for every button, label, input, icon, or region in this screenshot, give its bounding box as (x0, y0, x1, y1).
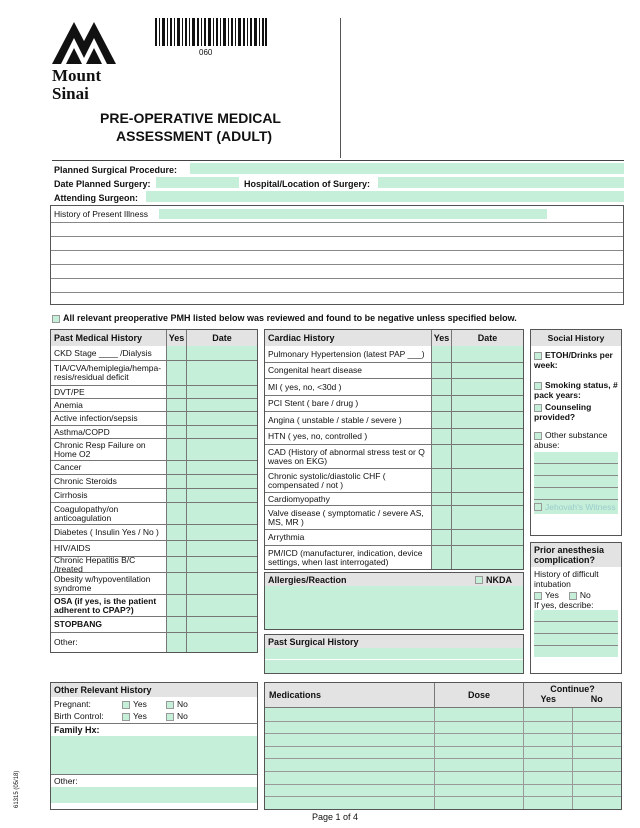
birth-control-label: Birth Control: (54, 711, 104, 721)
barcode-number: 060 (199, 48, 213, 57)
medication-dose-field[interactable] (434, 797, 523, 809)
nkda-checkbox[interactable] (475, 576, 483, 584)
medication-continue-yes-field[interactable] (523, 708, 572, 721)
medication-name-field[interactable] (265, 747, 434, 759)
medication-continue-yes-field[interactable] (523, 734, 572, 746)
other-relevant-header: Other Relevant History (54, 685, 152, 695)
cardiac-row (265, 378, 523, 395)
pmh-date-field[interactable] (186, 489, 257, 502)
pmh-yes-field[interactable] (166, 525, 186, 540)
pmh-yes-field[interactable] (166, 399, 186, 411)
pmh-statement-text: All relevant preoperative PMH listed below was reviewed and found to be negative unless specified below. (63, 313, 517, 323)
pmh-date-field[interactable] (186, 461, 257, 474)
medication-continue-no-field[interactable] (572, 708, 621, 721)
jehovah-checkbox[interactable] (534, 503, 542, 511)
pmh-yes-field[interactable] (166, 573, 186, 594)
pmh-date-field[interactable] (186, 573, 257, 594)
pmh-yes-field[interactable] (166, 386, 186, 398)
pmh-row (51, 346, 257, 360)
social-history-header: Social History (547, 333, 605, 343)
cardiac-row (265, 346, 523, 362)
cardiac-yes-field[interactable] (431, 412, 451, 428)
medication-continue-yes-field[interactable] (523, 772, 572, 784)
cardiac-row (265, 428, 523, 444)
pmh-row (51, 488, 257, 502)
pmh-date-field[interactable] (186, 426, 257, 438)
pmh-row (51, 411, 257, 425)
medication-name-field[interactable] (265, 772, 434, 784)
medication-continue-yes-field[interactable] (523, 797, 572, 809)
form-title-line1: PRE-OPERATIVE MEDICAL (100, 110, 281, 126)
allergies-header: Allergies/Reaction (268, 574, 347, 585)
cardiac-yes-field[interactable] (431, 379, 451, 395)
pmh-date-field[interactable] (186, 361, 257, 385)
pmh-yes-field[interactable] (166, 346, 186, 360)
smoking-label: Smoking status, # pack years: (534, 380, 618, 400)
cardiac-row (265, 444, 523, 468)
past-surgical-header: Past Surgical History (268, 636, 359, 647)
medication-row (265, 733, 621, 746)
pmh-row (51, 460, 257, 474)
medication-continue-no-field[interactable] (572, 797, 621, 809)
pmh-header: Past Medical History (54, 332, 143, 343)
pmh-item-label: Other: (54, 637, 78, 647)
medication-name-field[interactable] (265, 734, 434, 746)
pmh-date-field[interactable] (186, 525, 257, 540)
describe-field-2[interactable] (534, 622, 618, 634)
describe-label: If yes, describe: (534, 600, 594, 610)
cardiac-item-label: HTN ( yes, no, controlled ) (268, 431, 368, 441)
pmh-item-label: OSA (if yes, is the patient adherent to CPAP?) (54, 595, 157, 615)
difficult-intubation-label: History of difficult intubation (534, 569, 599, 589)
pmh-yes-field[interactable] (166, 489, 186, 502)
pmh-row (51, 385, 257, 398)
medication-continue-no-field[interactable] (572, 747, 621, 759)
pregnant-no-checkbox[interactable] (166, 701, 174, 709)
birth-control-no-label: No (177, 711, 188, 721)
describe-field-3[interactable] (534, 634, 618, 646)
medications-table (264, 682, 622, 810)
continue-yes-header: Yes (540, 694, 557, 704)
cardiac-yes-field[interactable] (431, 506, 451, 529)
date-planned-field[interactable] (156, 177, 239, 188)
hpi-field[interactable] (159, 209, 547, 219)
cardiac-item-label: PCI Stent ( bare / drug ) (268, 398, 359, 408)
anesthesia-yes-label: Yes (545, 590, 559, 600)
pmh-item-label: Cancer (54, 462, 82, 472)
substance-field-3[interactable] (534, 476, 618, 488)
cardiac-date-field[interactable] (451, 429, 523, 444)
pmh-yes-field[interactable] (166, 617, 186, 632)
cardiac-item-label: Chronic systolic/diastolic CHF ( compensated / not ) (268, 470, 386, 490)
continue-header: Continue? (550, 684, 595, 694)
medication-name-field[interactable] (265, 785, 434, 797)
cardiac-row (265, 411, 523, 428)
pmh-yes-field[interactable] (166, 633, 186, 652)
cardiac-row (265, 468, 523, 492)
anesthesia-header: Prior anesthesia complication? (534, 545, 605, 565)
medication-row (265, 771, 621, 784)
cardiac-item-label: Pulmonary Hypertension (latest PAP ___) (268, 348, 425, 359)
pmh-yes-field[interactable] (166, 541, 186, 556)
pmh-date-field[interactable] (186, 595, 257, 616)
other-field[interactable] (51, 787, 257, 803)
birth-control-yes-label: Yes (133, 711, 147, 721)
pmh-row (51, 438, 257, 460)
pregnant-no-label: No (177, 699, 188, 709)
cardiac-date-field[interactable] (451, 493, 523, 505)
cardiac-date-field[interactable] (451, 396, 523, 411)
cardiac-row (265, 545, 523, 569)
medication-continue-yes-field[interactable] (523, 785, 572, 797)
cardiac-item-label: Arrythmia (268, 532, 305, 542)
pmh-item-label: Active infection/sepsis (54, 413, 138, 423)
pmh-item-label: Anemia (54, 399, 83, 410)
cardiac-row (265, 395, 523, 411)
pmh-item-label: Chronic Steroids (54, 476, 117, 486)
describe-field-4[interactable] (534, 646, 618, 657)
medication-dose-field[interactable] (434, 747, 523, 759)
pmh-row (51, 524, 257, 540)
cardiac-yes-field[interactable] (431, 429, 451, 444)
vertical-divider (340, 18, 341, 158)
cardiac-item-label: Valve disease ( symptomatic / severe AS, MS, MR ) (268, 507, 424, 527)
pmh-row (51, 425, 257, 438)
pmh-item-label: STOPBANG (54, 619, 103, 629)
cardiac-item-label: MI ( yes, no, <30d ) (268, 381, 342, 392)
pmh-row (51, 474, 257, 488)
cardiac-row (265, 362, 523, 378)
pmh-yes-field[interactable] (166, 439, 186, 460)
pmh-item-label: TIA/CVA/hemiplegia/hempa-resis/residual deficit (54, 363, 162, 382)
medication-name-field[interactable] (265, 759, 434, 771)
pmh-item-label: CKD Stage ____ /Dialysis (54, 347, 152, 358)
pregnant-yes-label: Yes (133, 699, 147, 709)
cardiac-history-table (264, 329, 524, 570)
pregnant-yes-checkbox[interactable] (122, 701, 130, 709)
substance-field-4[interactable] (534, 488, 618, 500)
cardiac-header: Cardiac History (268, 332, 335, 343)
top-fields-rule (52, 160, 624, 161)
history-present-illness-box (50, 205, 624, 305)
pmh-date-field[interactable] (186, 346, 257, 360)
cardiac-date-field[interactable] (451, 379, 523, 395)
cardiac-date-field[interactable] (451, 530, 523, 545)
past-medical-history-table (50, 329, 258, 653)
medication-continue-no-field[interactable] (572, 772, 621, 784)
pmh-statement (52, 313, 517, 323)
pmh-row (51, 632, 257, 652)
medication-dose-field[interactable] (434, 722, 523, 734)
pmh-date-field[interactable] (186, 633, 257, 652)
medication-name-field[interactable] (265, 708, 434, 721)
pmh-date-header: Date (186, 330, 257, 346)
cardiac-yes-field[interactable] (431, 363, 451, 378)
pmh-date-field[interactable] (186, 399, 257, 411)
substance-field-2[interactable] (534, 464, 618, 476)
cardiac-date-field[interactable] (451, 445, 523, 468)
allergies-box (264, 572, 524, 630)
medication-dose-field[interactable] (434, 772, 523, 784)
medications-header: Medications (269, 690, 322, 700)
counseling-label: Counseling provided? (534, 402, 592, 422)
cardiac-row (265, 492, 523, 505)
anesthesia-box (530, 542, 622, 674)
cardiac-item-label: PM/ICD (manufacturer, indication, device settings, when last interrogated) (268, 547, 423, 567)
family-hx-field[interactable] (51, 736, 257, 774)
pmh-yes-field[interactable] (166, 412, 186, 425)
pmh-date-field[interactable] (186, 557, 257, 572)
cardiac-yes-header: Yes (431, 330, 451, 346)
medication-row (265, 784, 621, 797)
pmh-row (51, 502, 257, 524)
cardiac-date-field[interactable] (451, 506, 523, 529)
pmh-item-label: Cirrhosis (54, 490, 88, 500)
cardiac-yes-field[interactable] (431, 396, 451, 411)
other-label: Other: (51, 774, 257, 787)
medication-row (265, 796, 621, 809)
pmh-date-field[interactable] (186, 475, 257, 488)
cardiac-yes-field[interactable] (431, 445, 451, 468)
cardiac-yes-field[interactable] (431, 546, 451, 569)
cardiac-yes-field[interactable] (431, 493, 451, 505)
pmh-yes-field[interactable] (166, 426, 186, 438)
pmh-row (51, 616, 257, 632)
pmh-row (51, 360, 257, 385)
pmh-yes-field[interactable] (166, 475, 186, 488)
planned-procedure-label: Planned Surgical Procedure: (54, 165, 178, 175)
medication-row (265, 758, 621, 771)
social-history-box (530, 329, 622, 536)
birth-control-yes-checkbox[interactable] (122, 713, 130, 721)
anesthesia-yes-checkbox[interactable] (534, 592, 542, 600)
cardiac-yes-field[interactable] (431, 346, 451, 362)
pmh-date-field[interactable] (186, 386, 257, 398)
date-planned-label: Date Planned Surgery: (54, 179, 151, 189)
pmh-item-label: Diabetes ( Insulin Yes / No ) (54, 527, 159, 537)
medication-continue-yes-field[interactable] (523, 722, 572, 734)
medication-dose-field[interactable] (434, 708, 523, 721)
etoh-label: ETOH/Drinks per week: (534, 350, 613, 370)
anesthesia-no-label: No (579, 590, 591, 600)
medication-row (265, 746, 621, 759)
cardiac-yes-field[interactable] (431, 530, 451, 545)
pmh-row (51, 398, 257, 411)
other-substance-checkbox[interactable] (534, 432, 542, 440)
past-surgical-field-1[interactable] (265, 648, 523, 660)
pmh-item-label: Coagulopathy/on anticoagulation (54, 503, 119, 523)
pmh-date-field[interactable] (186, 541, 257, 556)
attending-field[interactable] (146, 191, 624, 202)
cardiac-date-field[interactable] (451, 346, 523, 362)
pmh-row (51, 540, 257, 556)
pmh-item-label: HIV/AIDS (54, 543, 91, 553)
org-name-line2: Sinai (52, 84, 89, 103)
anesthesia-no-checkbox[interactable] (569, 592, 577, 600)
cardiac-row (265, 529, 523, 545)
hpi-label: History of Present Illness (54, 209, 149, 219)
dose-header: Dose (434, 683, 523, 707)
planned-procedure-field[interactable] (190, 163, 624, 174)
other-substance-label: Other substance abuse: (534, 430, 608, 450)
medication-name-field[interactable] (265, 797, 434, 809)
medication-continue-yes-field[interactable] (523, 759, 572, 771)
medication-continue-yes-field[interactable] (523, 747, 572, 759)
jehovah-label: Jehovah's Witness (545, 502, 616, 512)
cardiac-item-label: Congenital heart disease (268, 365, 363, 375)
attending-label: Attending Surgeon: (54, 193, 138, 203)
pmh-item-label: Asthma/COPD (54, 426, 110, 437)
medication-name-field[interactable] (265, 722, 434, 734)
pregnant-label: Pregnant: (54, 699, 91, 709)
page-number: Page 1 of 4 (312, 812, 359, 822)
birth-control-no-checkbox[interactable] (166, 713, 174, 721)
pmh-date-field[interactable] (186, 503, 257, 524)
pmh-item-label: DVT/PE (54, 386, 85, 397)
cardiac-item-label: Cardiomyopathy (268, 493, 330, 504)
cardiac-item-label: CAD (History of abnormal stress test or Q waves on EKG) (268, 446, 425, 466)
medication-continue-no-field[interactable] (572, 734, 621, 746)
pmh-row (51, 556, 257, 572)
describe-field-1[interactable] (534, 610, 618, 622)
cardiac-date-field[interactable] (451, 546, 523, 569)
family-hx-label: Family Hx: (54, 725, 100, 735)
cardiac-date-field[interactable] (451, 412, 523, 428)
cardiac-item-label: Angina ( unstable / stable / severe ) (268, 414, 402, 425)
pmh-date-field[interactable] (186, 617, 257, 632)
hospital-label: Hospital/Location of Surgery: (244, 179, 371, 189)
pmh-date-field[interactable] (186, 412, 257, 425)
cardiac-yes-field[interactable] (431, 469, 451, 492)
pmh-item-label: Obesity w/hypoventilation syndrome (54, 573, 151, 593)
pmh-yes-field[interactable] (166, 503, 186, 524)
medication-continue-no-field[interactable] (572, 785, 621, 797)
other-relevant-box (50, 682, 258, 810)
medication-dose-field[interactable] (434, 759, 523, 771)
etoh-checkbox[interactable] (534, 352, 542, 360)
pmh-date-field[interactable] (186, 439, 257, 460)
pmh-reviewed-checkbox[interactable] (52, 315, 60, 323)
cardiac-date-field[interactable] (451, 469, 523, 492)
form-code: 61315 (05/18) (14, 770, 20, 808)
pmh-yes-field[interactable] (166, 595, 186, 616)
medication-row (265, 708, 621, 721)
medication-dose-field[interactable] (434, 785, 523, 797)
medication-row (265, 721, 621, 734)
counseling-checkbox[interactable] (534, 404, 542, 412)
medication-continue-no-field[interactable] (572, 722, 621, 734)
form-title-line2: ASSESSMENT (ADULT) (116, 128, 273, 144)
nkda-label: NKDA (486, 574, 512, 585)
pmh-yes-field[interactable] (166, 461, 186, 474)
medication-dose-field[interactable] (434, 734, 523, 746)
pmh-yes-header: Yes (166, 330, 186, 346)
pmh-yes-field[interactable] (166, 557, 186, 572)
pmh-row (51, 594, 257, 616)
org-name-line1: Mount (52, 66, 102, 85)
pmh-item-label: Chronic Resp Failure on Home O2 (54, 439, 146, 459)
cardiac-date-header: Date (451, 330, 523, 346)
hospital-field[interactable] (378, 177, 624, 188)
past-surgical-box (264, 634, 524, 674)
barcode (155, 18, 267, 46)
medication-continue-no-field[interactable] (572, 759, 621, 771)
smoking-checkbox[interactable] (534, 382, 542, 390)
cardiac-row (265, 505, 523, 529)
mount-sinai-logo (52, 18, 116, 64)
cardiac-date-field[interactable] (451, 363, 523, 378)
continue-no-header: No (590, 694, 603, 704)
past-surgical-field-2[interactable] (265, 660, 523, 673)
pmh-item-label: Chronic Hepatitis B/C /treated (54, 554, 136, 574)
substance-field-1[interactable] (534, 452, 618, 464)
pmh-yes-field[interactable] (166, 361, 186, 385)
pmh-row (51, 572, 257, 594)
allergies-field[interactable] (265, 586, 523, 629)
